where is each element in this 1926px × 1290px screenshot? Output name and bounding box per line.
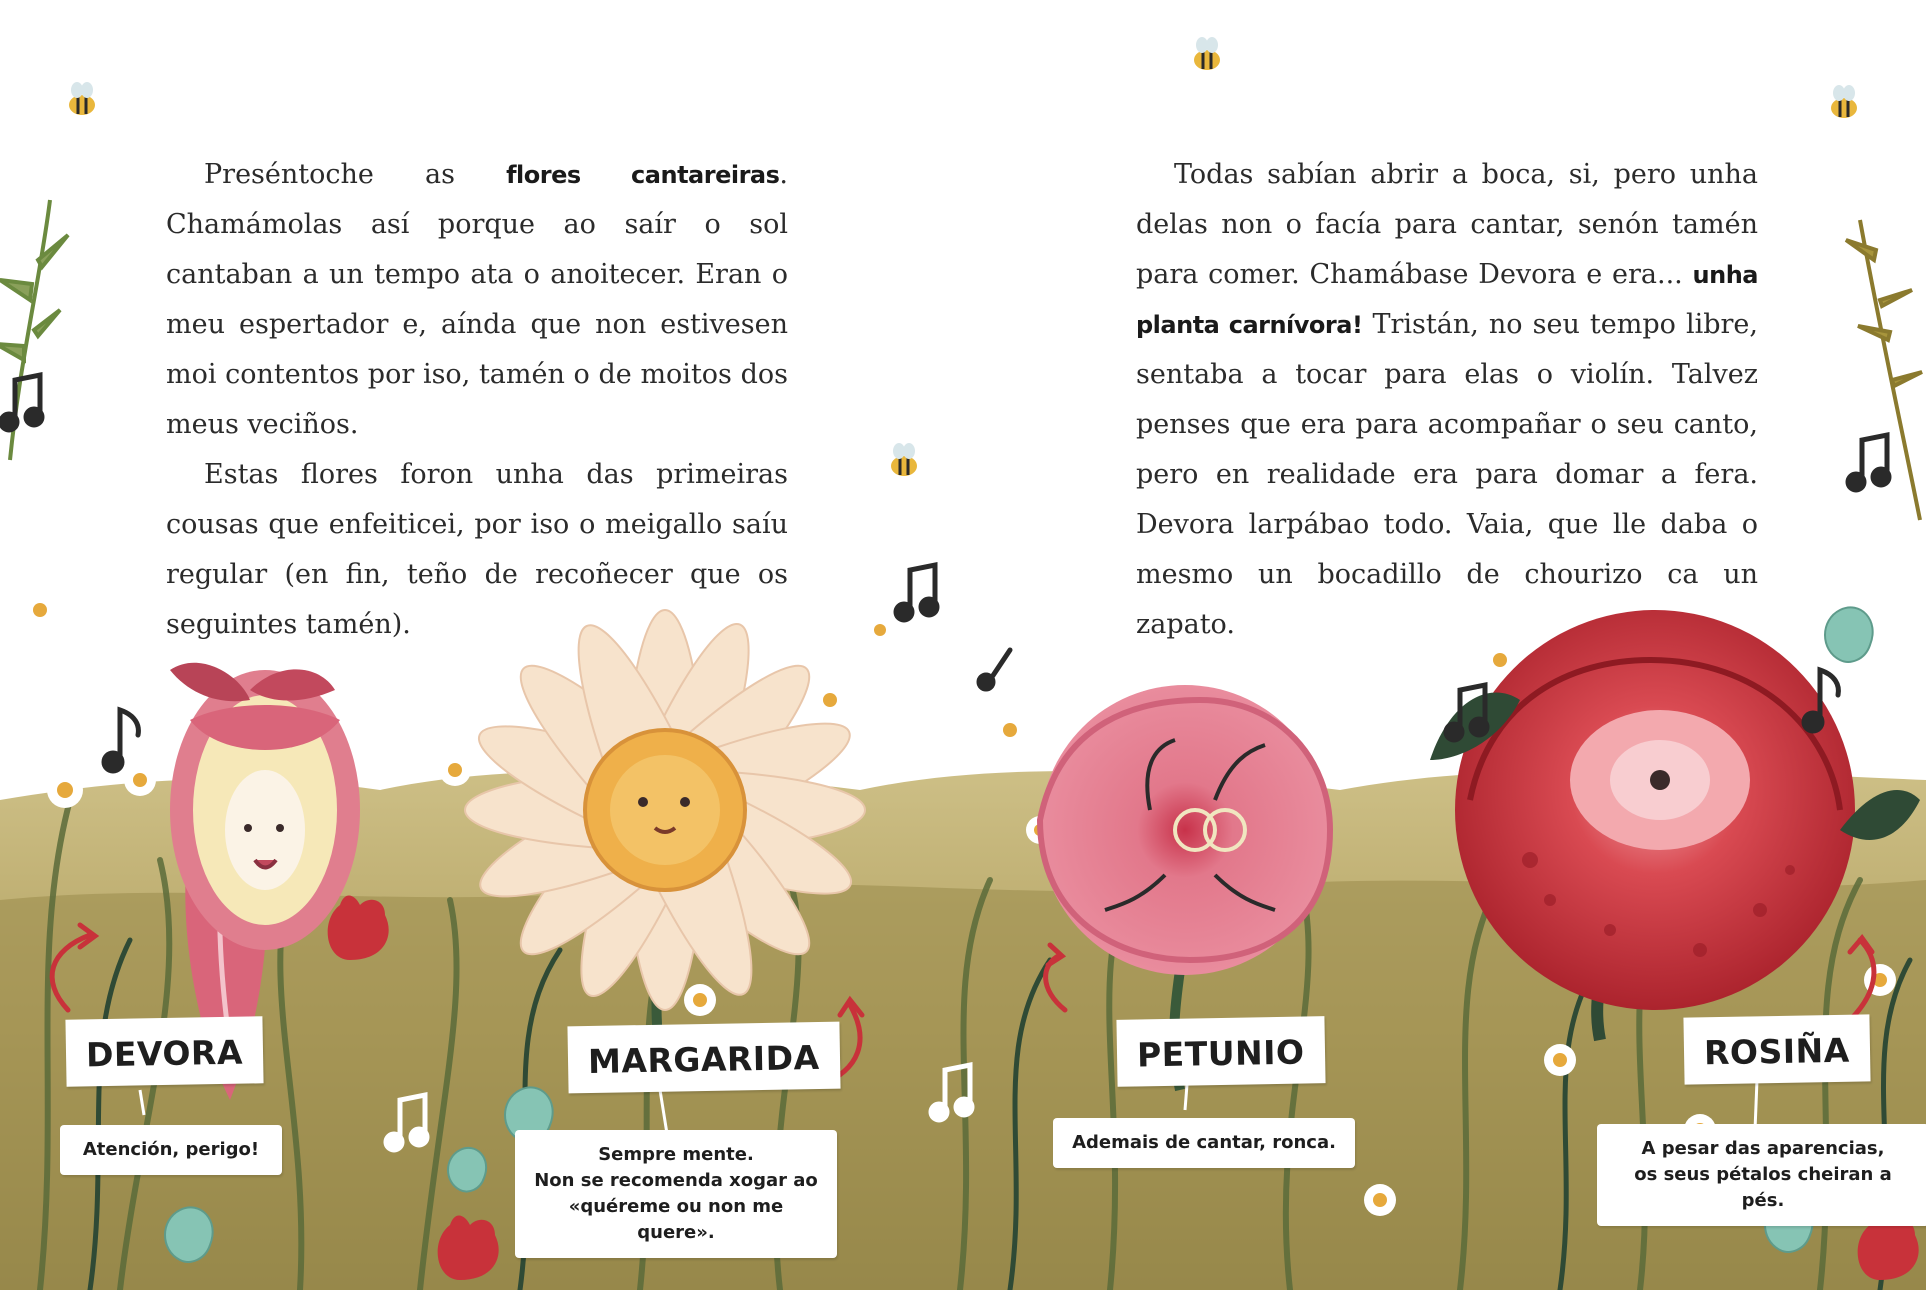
- highlighted-phrase: unha planta carnívora!: [1136, 261, 1758, 339]
- left-paragraph-1: Preséntoche as flores cantareiras. Chamámolas así porque ao saír o sol cantaban a un tempo ata o anoitecer. Eran o meu espertador e, aínda que non estivesen moi contentos por iso, tamén o de moitos dos meus veciños.: [166, 159, 788, 440]
- sign-margarida: MARGARIDA: [567, 1022, 840, 1094]
- caption-petunio: Ademais de cantar, ronca.: [1053, 1118, 1355, 1168]
- right-page-text: [1136, 150, 1758, 650]
- left-page-text: [166, 150, 788, 650]
- sign-devora: DEVORA: [65, 1016, 263, 1086]
- left-paragraph-2: Estas flores foron unha das primeiras cousas que enfeiticei, por iso o meigallo saíu regular (en fin, teño de recoñecer que os seguintes tamén).: [166, 459, 788, 640]
- caption-devora: Atención, perigo!: [60, 1125, 282, 1175]
- right-paragraph-1: Todas sabían abrir a boca, si, pero unha delas non o facía para cantar, senón tamén para comer. Chamábase Devora e era... unha planta carnívora! Tristán, no seu tempo libre, sentaba a tocar para elas o violín. Talvez penses que era para acompañar o seu canto, pero en realidade era para domar a fera. Devora larpábao todo. Vaia, que lle daba o mesmo un bocadillo de chourizo ca un zapato.: [1136, 159, 1758, 640]
- sign-petunio: PETUNIO: [1116, 1016, 1325, 1087]
- caption-margarida: Sempre mente. Non se recomenda xogar ao «quéreme ou non me quere».: [515, 1130, 837, 1258]
- sign-rosina: ROSIÑA: [1683, 1014, 1870, 1084]
- highlighted-phrase: flores cantareiras: [506, 161, 780, 189]
- caption-rosina: A pesar das aparencias, os seus pétalos cheiran a pés.: [1597, 1124, 1926, 1226]
